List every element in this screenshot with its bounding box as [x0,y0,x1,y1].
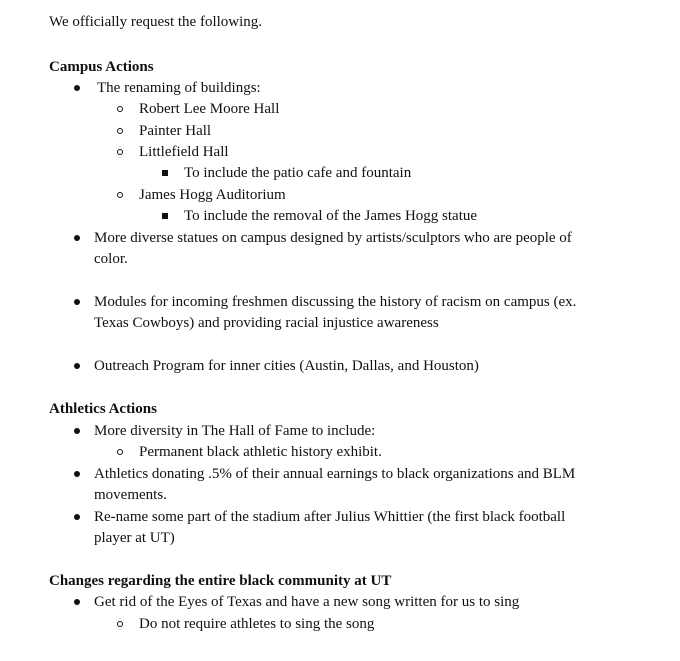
list-item-continuation: player at UT) [94,530,175,546]
disc-bullet-icon [74,593,80,612]
square-bullet-icon [162,164,168,183]
list-item: James Hogg Auditorium [139,187,286,203]
athletics-actions-heading: Athletics Actions [49,401,157,417]
circle-bullet-icon [117,122,123,141]
campus-actions-heading: Campus Actions [49,59,154,75]
circle-bullet-icon [117,100,123,119]
list-item-continuation: Texas Cowboys) and providing racial injustice awareness [94,315,439,331]
list-item: More diverse statues on campus designed by artists/sculptors who are people of [94,230,572,246]
list-item: To include the removal of the James Hogg statue [184,208,478,224]
list-item-continuation: movements. [94,487,167,503]
list-item: Get rid of the Eyes of Texas and have a new song written for us to sing [94,594,520,610]
disc-bullet-icon [74,293,80,312]
list-item: Littlefield Hall [139,144,229,160]
intro-text: We officially request the following. [49,14,263,30]
circle-bullet-icon [117,186,123,205]
circle-bullet-icon [117,615,123,634]
community-heading: Changes regarding the entire black community at UT [49,573,392,589]
list-item: The renaming of buildings: [97,80,261,96]
list-item-continuation: color. [94,251,128,267]
list-item: Outreach Program for inner cities (Austin, Dallas, and Houston) [94,358,479,374]
list-item: Do not require athletes to sing the song [139,616,375,632]
disc-bullet-icon [74,79,80,98]
circle-bullet-icon [117,443,123,462]
disc-bullet-icon [74,422,80,441]
disc-bullet-icon [74,465,80,484]
square-bullet-icon [162,207,168,226]
list-item: Re-name some part of the stadium after Julius Whittier (the first black football [94,509,566,525]
list-item: Robert Lee Moore Hall [139,101,280,117]
disc-bullet-icon [74,229,80,248]
list-item: Modules for incoming freshmen discussing the history of racism on campus (ex. [94,294,577,310]
list-item: Permanent black athletic history exhibit. [139,444,382,460]
list-item: Painter Hall [139,123,212,139]
disc-bullet-icon [74,357,80,376]
list-item: Athletics donating .5% of their annual earnings to black organizations and BLM [94,466,576,482]
list-item: More diversity in The Hall of Fame to include: [94,423,376,439]
list-item: To include the patio cafe and fountain [184,165,412,181]
circle-bullet-icon [117,143,123,162]
disc-bullet-icon [74,508,80,527]
